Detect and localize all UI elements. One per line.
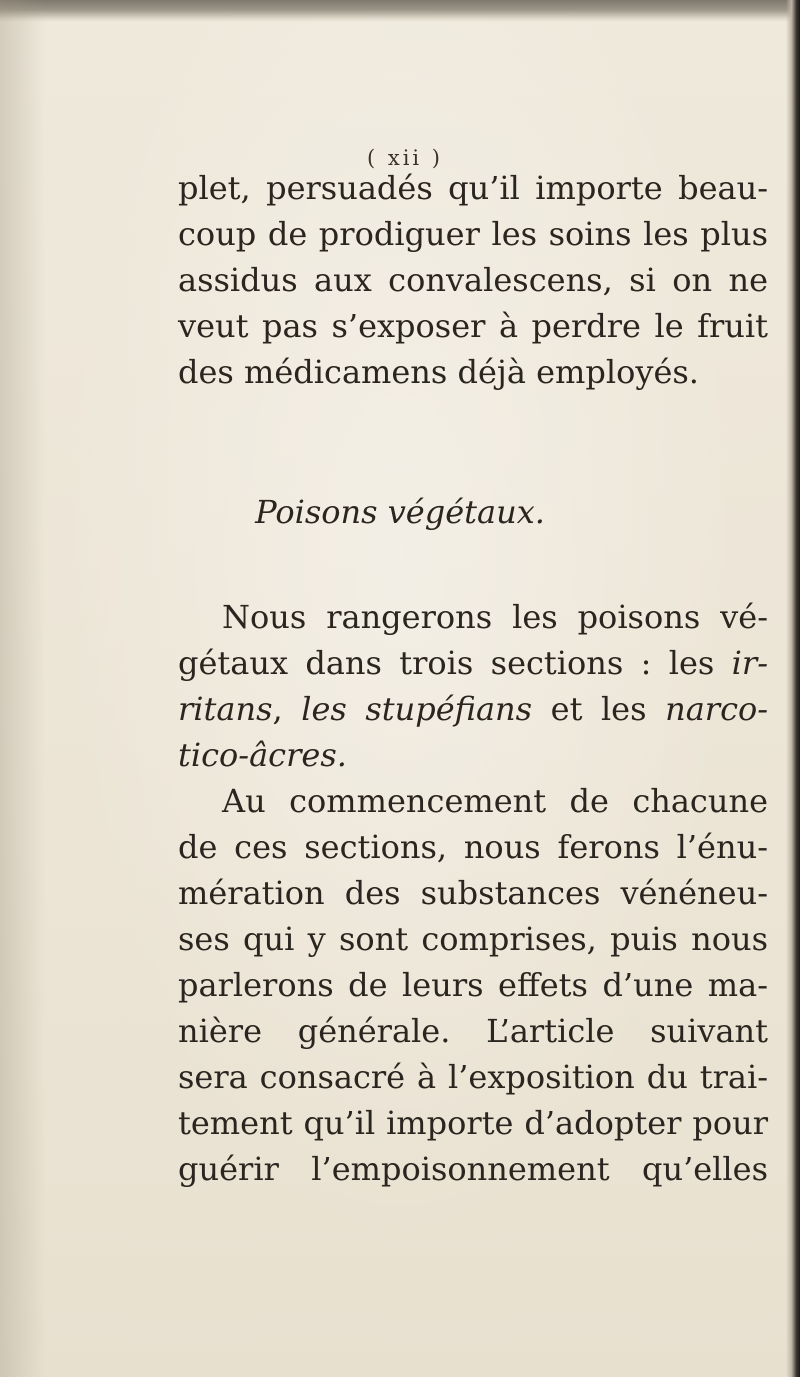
paragraph-enumeration: [178, 778, 768, 1192]
page-top-edge: [0, 0, 800, 22]
page-number: ( xii ): [366, 146, 443, 170]
text-line: Au commencement de chacune: [222, 782, 768, 820]
text-line: ritans, les stupéfians et les narco-: [178, 690, 769, 728]
text-line: tement qu’il importe d’adopter pour: [178, 1104, 768, 1142]
text-line: coup de prodiguer les soins les plus: [178, 215, 768, 253]
page-left-shadow: [0, 0, 46, 1377]
paragraph-sections: [178, 594, 768, 778]
text-line: [178, 732, 768, 778]
text-line: ses qui y sont comprises, puis nous: [178, 920, 768, 958]
text-line: guérir l’empoisonnement qu’elles: [178, 1150, 768, 1188]
text-line: plet, persuadés qu’il importe beau-: [178, 169, 768, 207]
term-stupefians: les stupéfians: [301, 690, 533, 728]
term-narcotico-acres: tico-âcres.: [178, 736, 347, 774]
text-line: veut pas s’exposer à perdre le fruit: [178, 307, 768, 345]
text-line: assidus aux convalescens, si on ne: [178, 261, 768, 299]
text-line: nière générale. L’article suivant: [178, 1012, 768, 1050]
text-line: gétaux dans trois sections : les ir-: [178, 644, 769, 682]
term-irritans: ir-: [731, 644, 769, 682]
text-line: des médicamens déjà employés.: [178, 353, 699, 391]
text-line: Nous rangerons les poisons vé-: [222, 598, 768, 636]
paragraph-continuation: [178, 165, 768, 395]
text-line: mération des substances vénéneu-: [178, 874, 768, 912]
term-irritans: ritans: [178, 690, 273, 728]
text-line: de ces sections, nous ferons l’énu-: [178, 828, 768, 866]
section-heading: Poisons végétaux.: [255, 493, 545, 531]
page-right-edge: [786, 0, 800, 1377]
text-line: sera consacré à l’exposition du trai-: [178, 1058, 768, 1096]
text-line: parlerons de leurs effets d’une ma-: [178, 966, 768, 1004]
term-narcotico-acres: narco-: [665, 690, 769, 728]
